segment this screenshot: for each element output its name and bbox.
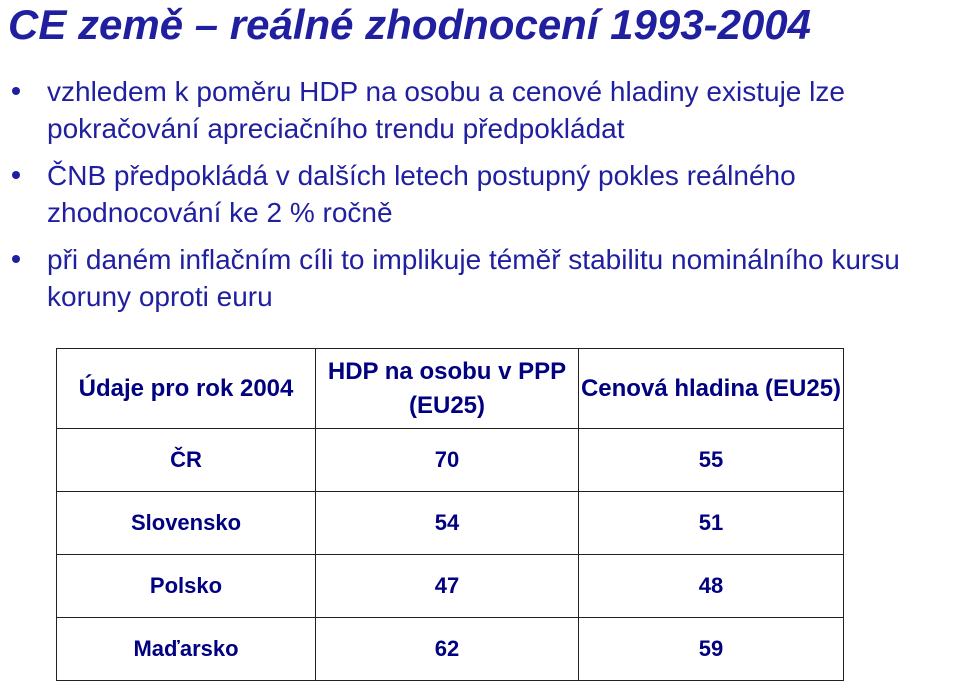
gdp-cell: 54 [316, 492, 579, 555]
gdp-cell: 70 [316, 429, 579, 492]
data-table [56, 348, 844, 681]
gdp-cell: 47 [316, 555, 579, 618]
table-row [57, 618, 844, 681]
country-cell: Maďarsko [57, 618, 316, 681]
table-header-row [57, 349, 844, 429]
price-level-cell: 59 [579, 618, 844, 681]
country-cell: Polsko [57, 555, 316, 618]
bullet-text: při daném inflačním cíli to implikuje téměř stabilitu nominálního kursu koruny oproti euru [47, 244, 900, 312]
bullet-list [0, 73, 960, 325]
bullet-dot-icon [12, 87, 20, 95]
price-level-cell: 51 [579, 492, 844, 555]
price-level-cell: 48 [579, 555, 844, 618]
column-header-gdp: HDP na osobu v PPP (EU25) [316, 349, 579, 429]
bullet-item [0, 73, 960, 147]
country-cell: Slovensko [57, 492, 316, 555]
bullet-item [0, 241, 960, 315]
column-header-year: Údaje pro rok 2004 [57, 349, 316, 429]
price-level-cell: 55 [579, 429, 844, 492]
gdp-cell: 62 [316, 618, 579, 681]
bullet-item [0, 157, 960, 231]
bullet-dot-icon [12, 171, 20, 179]
column-header-price-level: Cenová hladina (EU25) [579, 349, 844, 429]
bullet-text: vzhledem k poměru HDP na osobu a cenové hladiny existuje lze pokračování apreciačního trendu předpokládat [47, 76, 845, 144]
bullet-dot-icon [12, 255, 20, 263]
slide-title: CE země – reálné zhodnocení 1993-2004 [8, 1, 812, 48]
bullet-text: ČNB předpokládá v dalších letech postupný pokles reálného zhodnocování ke 2 % ročně [47, 160, 796, 228]
country-cell: ČR [57, 429, 316, 492]
table-row [57, 492, 844, 555]
table-row [57, 555, 844, 618]
table-row [57, 429, 844, 492]
